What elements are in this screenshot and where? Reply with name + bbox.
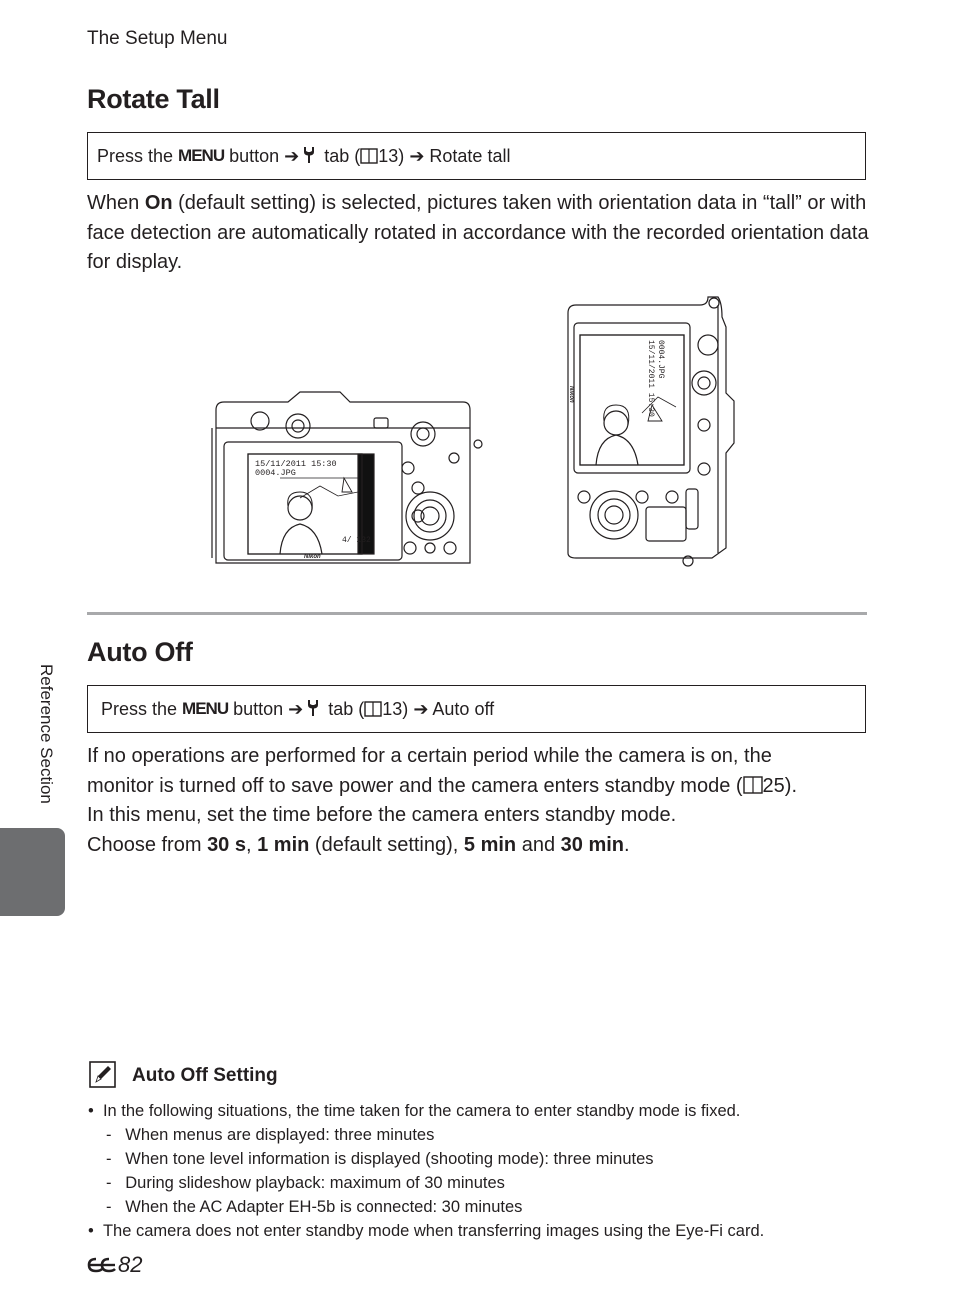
wrench-icon [303,699,323,720]
section-divider [87,612,867,615]
note-sub-item: - When menus are displayed: three minutes [106,1126,435,1144]
path-target: Auto off [428,698,495,719]
camera-portrait-illustration [562,293,742,569]
note-pencil-icon [89,1061,116,1088]
book-ref-icon [364,699,382,720]
right-screen-filename: 0004.JPG [656,340,665,379]
left-camera-brand: Nikon [304,554,321,560]
left-screen-filename: 0004.JPG [255,468,296,478]
right-camera-brand: Nikon [568,386,574,403]
section-title-auto-off: Auto Off [87,637,193,667]
note-sub-item: - When tone level information is displayed (shooting mode): three minutes [106,1150,654,1168]
book-ref-icon [360,146,378,167]
option-30s: 30 s [207,833,246,856]
sidebar-section-label: Reference Section [37,664,56,804]
path-target: Rotate tall [424,145,511,166]
note-sub-item: - During slideshow playback: maximum of 30 minutes [106,1174,505,1192]
arrow-icon: ➔ [288,698,304,719]
menu-path-auto-off [87,685,866,733]
arrow-icon: ➔ [409,145,425,166]
menu-button-glyph: MENU [182,699,229,718]
path-tab: tab ( [323,698,365,719]
section-title-rotate-tall: Rotate Tall [87,84,220,114]
path-ref: 13) [382,698,414,719]
left-screen-counter: 4/ 132 [342,536,371,545]
running-header: The Setup Menu [87,28,228,49]
rotate-tall-description: When On (default setting) is selected, pictures taken with orientation data in “tall” or with face detection are automatically rotated in accordance with the recorded orientation data for display. [87,192,869,273]
path-tab: tab ( [319,145,361,166]
note-bullet: • The camera does not enter standby mode when transferring images using the Eye-Fi card. [88,1222,765,1240]
arrow-icon: ➔ [284,145,300,166]
path-ref: 13) [378,145,410,166]
option-5min: 5 min [463,833,517,856]
note-title: Auto Off Setting [132,1065,278,1086]
path-button: button [224,145,285,166]
option-30min: 30 min [560,833,624,856]
page-number: 82 [87,1252,142,1278]
left-screen-datetime: 15/11/2011 15:30 [255,459,337,469]
menu-button-glyph: MENU [178,146,225,165]
note-bullet: • In the following situations, the time taken for the camera to enter standby mode is fixed. [88,1102,741,1120]
section-thumb-tab [0,828,65,916]
option-1min: 1 min [257,833,310,856]
reference-e-icon [87,1255,117,1275]
auto-off-options: Choose from 30 s, 1 min (default setting), 5 min and 30 min. [87,833,630,856]
auto-off-description: If no operations are performed for a certain period while the camera is on, the monitor is turned off to save power and the camera enters standby mode ( 25). In this menu, set the time before the camera enters standby mode. Choose from 30 s, 1 min (default setting), 5 min and 30 min. [87,742,877,860]
note-sub-item: - When the AC Adapter EH-5b is connected: 30 minutes [106,1198,523,1216]
book-ref-icon [743,775,763,797]
right-screen-datetime: 15/11/2011 15:30 [646,340,655,417]
path-prefix: Press the [101,698,183,719]
path-prefix: Press the [97,145,179,166]
wrench-icon [299,146,319,167]
path-button: button [228,698,289,719]
arrow-icon: ➔ [413,698,429,719]
menu-path-rotate-tall [87,132,866,180]
option-on: On [144,192,173,214]
